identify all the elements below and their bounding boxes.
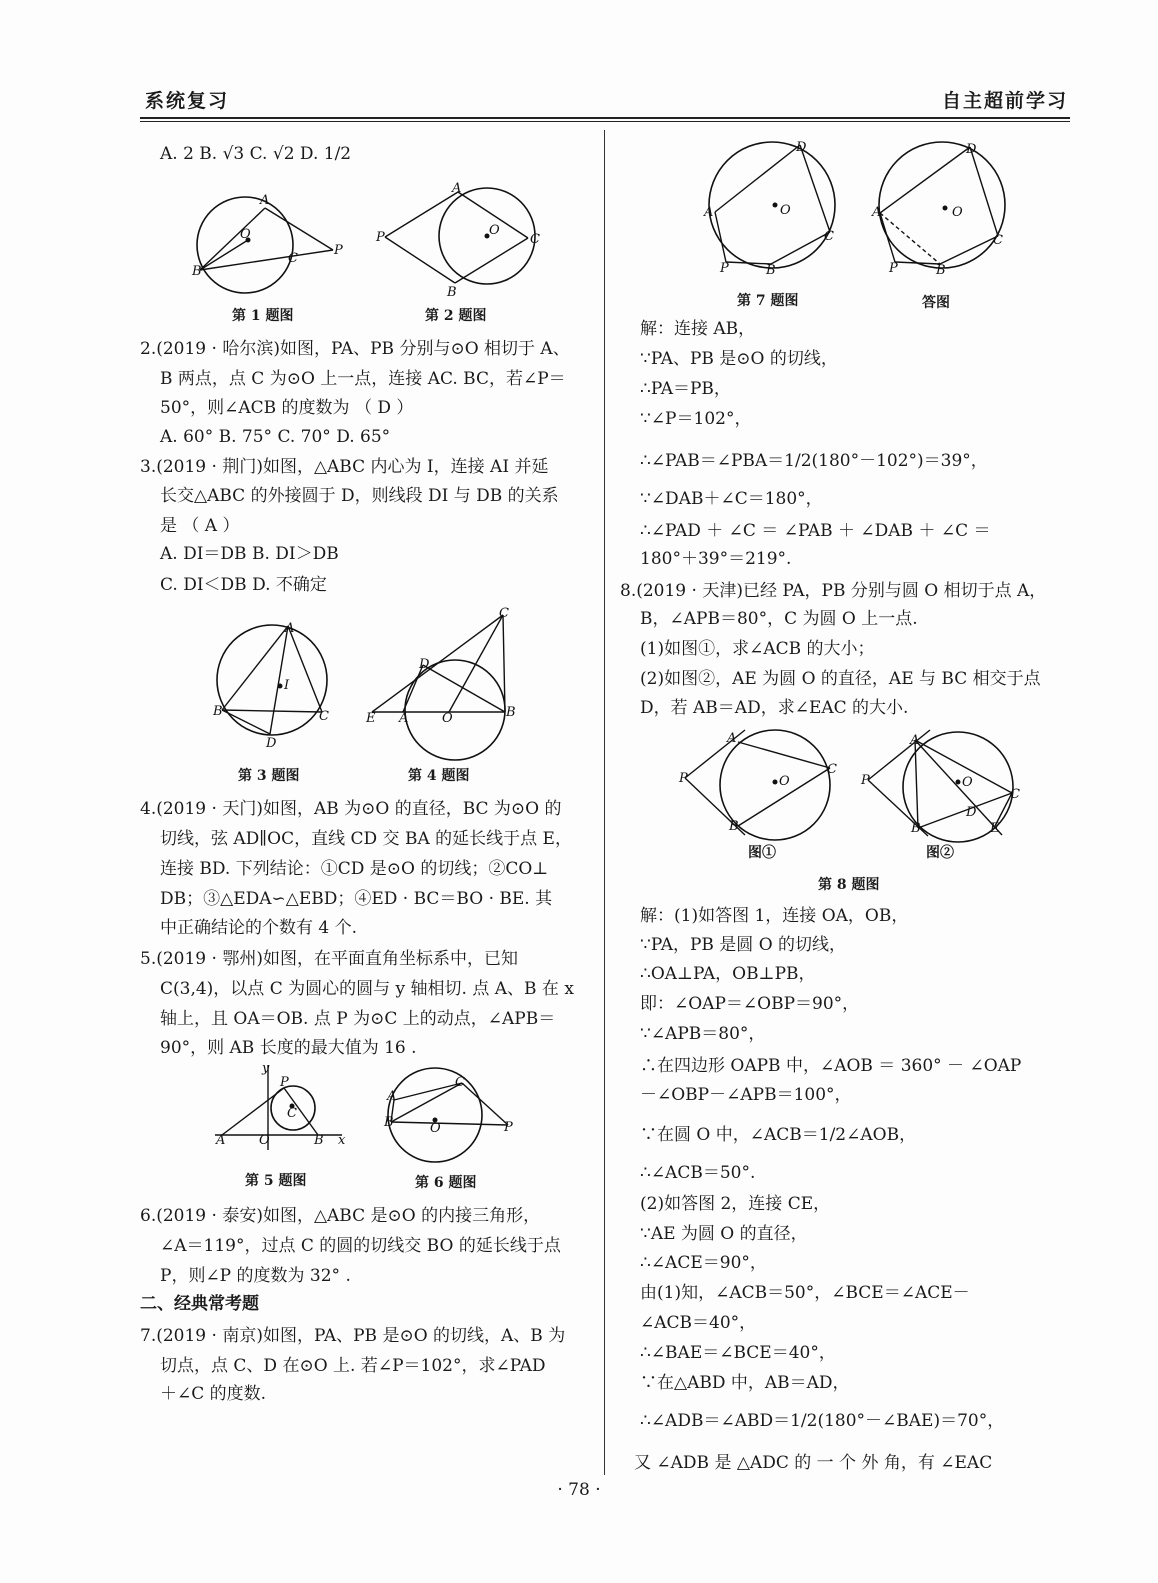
line-segment [222,710,322,712]
figure-caption: 第 1 题图 [232,308,294,324]
point-label: B [729,819,739,834]
text-line: 解：(1)如答图 1，连接 OA，OB， [640,906,909,926]
figure-caption: 第 3 题图 [238,768,300,784]
text-line: ∴∠ADB＝∠ABD＝1/2(180°－∠BAE)＝70°， [640,1411,1005,1431]
text-line: ∠A＝119°，过点 C 的圆的切线交 BO 的延长线于点 [160,1236,561,1256]
text-line: ∵PA，PB 是圆 O 的切线， [640,935,847,955]
text-line: C(3,4)，以点 C 为圆心的圆与 y 轴相切. 点 A、B 在 x [160,979,574,999]
line-segment [880,213,895,262]
line-segment [940,236,998,264]
point-label: P [334,243,343,258]
line-segment [715,145,800,212]
point-label: A [872,205,882,220]
point-label: A [260,193,270,208]
line-segment [372,615,503,712]
text-line: ∵在圆 O 中，∠ACB＝1/2∠AOB， [640,1125,917,1145]
text-line: C. DI＜DB D. 不确定 [160,575,327,595]
figure-caption: 答图 [922,295,950,311]
circle-shape [879,142,1005,268]
text-line: 4.(2019 · 天门)如图，AB 为⊙O 的直径，BC 为⊙O 的 [140,799,562,819]
center-point [943,206,948,211]
line-segment [288,626,322,712]
text-line: A. DI＝DB B. DI＞DB [160,544,339,564]
point-label: A [285,621,295,636]
line-segment [200,240,248,270]
text-line: ∴PA＝PB， [640,379,731,399]
circle-shape [388,1068,482,1162]
point-label: I [284,678,290,693]
point-label: B [766,263,776,278]
text-line: ∴∠PAB＝∠PBA＝1/2(180°－102°)＝39°， [640,451,988,471]
figure-caption: 第 7 题图 [737,293,799,309]
text-line: 7.(2019 · 南京)如图，PA、PB 是⊙O 的切线，A、B 为 [140,1326,566,1346]
center-point [773,780,778,785]
point-label: D [796,140,807,155]
point-label: C [287,1106,297,1121]
line-segment [265,208,333,250]
text-line: A. 60° B. 75° C. 70° D. 65° [160,427,391,447]
text-line: 轴上，且 OA＝OB. 点 P 为⊙C 上的动点，∠APB＝ [160,1009,556,1029]
line-segment [394,1083,462,1100]
text-line: ∵∠DAB＋∠C＝180°， [640,489,823,509]
line-segment [391,1083,462,1122]
line-segment [915,740,918,828]
point-label: P [720,261,729,276]
line-segment [385,192,458,237]
point-label: P [504,1120,513,1135]
figure-caption: 第 2 题图 [425,308,487,324]
point-label: D [966,142,977,157]
figure-caption: 第 8 题图 [818,877,880,893]
text-line: ∴∠ACE＝90°， [640,1253,767,1273]
point-label: O [962,775,973,790]
header-left: 系统复习 [145,90,230,112]
line-segment [222,710,270,734]
line-segment [200,250,333,270]
text-line: ∵PA、PB 是⊙O 的切线， [640,349,838,369]
line-segment [449,615,503,712]
figure-caption: 图① [748,845,776,861]
point-label: C [824,229,834,244]
text-line: 连接 BD. 下列结论：①CD 是⊙O 的切线；②CO⊥ [160,859,549,879]
point-label: C [1010,787,1020,802]
point-label: P [679,771,688,786]
point-label: A [910,733,920,748]
point-label: A [704,205,714,220]
line-segment [222,1088,284,1135]
text-line: ∵在△ABD 中，AB＝AD， [640,1373,850,1393]
point-label: D [419,657,430,672]
point-label: C [319,709,329,724]
text-line: 是 （ A ） [160,516,240,536]
text-line: 切点，点 C、D 在⊙O 上. 若∠P＝102°，求∠PAD [160,1356,546,1376]
center-point [773,203,778,208]
point-label: E [366,711,376,726]
center-point [956,780,961,785]
figure-caption: 第 4 题图 [408,768,470,784]
point-label: P [376,230,385,245]
point-label: P [280,1075,289,1090]
point-label: C [827,762,837,777]
text-line: 90°，则 AB 长度的最大值为 16 . [160,1038,417,1058]
figure-caption: 图② [926,845,954,861]
line-segment [403,665,423,712]
point-label: B [911,821,921,836]
point-label: y [262,1061,270,1076]
text-line: －∠OBP－∠APB＝100°， [640,1085,852,1105]
point-label: O [489,223,500,238]
point-label: B [936,263,946,278]
point-label: B [213,704,223,719]
line-segment [771,232,830,264]
point-label: A [727,731,737,746]
point-label: B [506,705,516,720]
text-line: 长交△ABC 的外接圆于 D，则线段 DI 与 DB 的关系 [160,486,559,506]
point-label: B [384,1115,394,1130]
text-line: DB；③△EDA∽△EBD；④ED · BC＝BO · BE. 其 [160,889,553,909]
text-line: ∴∠ACB＝50°. [640,1163,756,1183]
text-line: B，∠APB＝80°，C 为圆 O 上一点. [640,609,918,629]
line-segment [868,730,930,780]
point-label: P [889,261,898,276]
point-label: E [990,821,1000,836]
text-line: 切线，弦 AD∥OC，直线 CD 交 BA 的延长线于点 E， [160,829,572,849]
point-label: B [314,1133,324,1148]
point-label: O [240,227,251,242]
point-label: D [966,805,977,820]
point-label: A [216,1133,226,1148]
text-line: 50°，则∠ACB 的度数为 （ D ） [160,398,414,418]
text-line: 又 ∠ADB 是 △ADC 的 一 个 外 角，有 ∠EAC [634,1453,993,1473]
line-segment [880,147,970,213]
point-label: O [259,1133,270,1148]
text-line: ∵∠APB＝80°， [640,1024,766,1044]
point-label: P [861,773,870,788]
text-line: ∴在四边形 OAPB 中，∠AOB ＝ 360° － ∠OAP [640,1056,1022,1076]
point-label: O [442,711,453,726]
point-label: C [530,232,540,247]
text-line: ∵AE 为圆 O 的直径， [640,1224,808,1244]
line-segment [455,238,528,283]
point-label: C [499,606,509,621]
point-label: O [779,774,790,789]
text-line: (1)如图①，求∠ACB 的大小； [640,639,875,659]
point-label: O [430,1121,441,1136]
line-segment [200,208,265,270]
point-label: O [952,205,963,220]
text-line: 2.(2019 · 哈尔滨)如图，PA、PB 分别与⊙O 相切于 A、 [140,339,570,359]
text-line: ＋∠C 的度数. [160,1384,267,1404]
section-heading: 二、经典常考题 [140,1294,259,1314]
line-segment [715,212,726,262]
text-line: D，若 AB＝AD，求∠EAC 的大小. [640,698,909,718]
circle-shape [405,660,505,760]
point-label: B [192,264,202,279]
point-label: A [399,711,409,726]
text-line: 180°＋39°＝219°. [640,549,792,569]
text-line: 由(1)知，∠ACB＝50°，∠BCE＝∠ACE－ [640,1283,970,1303]
text-line: 5.(2019 · 鄂州)如图，在平面直角坐标系中，已知 [140,949,518,969]
line-segment [423,665,505,712]
text-line: 8.(2019 · 天津)已经 PA，PB 分别与圆 O 相切于点 A， [620,581,1047,601]
text-line: 6.(2019 · 泰安)如图，△ABC 是⊙O 的内接三角形， [140,1206,541,1226]
line-segment [915,740,1002,835]
figure-caption: 第 6 题图 [415,1175,477,1191]
text-line: (2)如图②，AE 为圆 O 的直径，AE 与 BC 相交于点 [640,669,1041,689]
line-segment [385,237,455,283]
point-label: A [452,181,462,196]
circle-shape [197,197,293,293]
text-line: ∠ACB＝40°， [640,1313,757,1333]
text-line: B 两点，点 C 为⊙O 上一点，连接 AC. BC，若∠P＝ [160,369,566,389]
point-label: B [447,285,457,300]
text-line: ∵∠P＝102°， [640,409,752,429]
text-line: A. 2 B. √3 C. √2 D. 1/2 [160,144,352,164]
line-segment [222,626,288,710]
header-right: 自主超前学习 [941,90,1068,112]
point-label: A [387,1089,397,1104]
text-line: ∴∠BAE＝∠BCE＝40°， [640,1343,836,1363]
circle-shape [709,142,835,268]
point-label: C [455,1075,465,1090]
line-segment [970,147,998,236]
text-line: (2)如答图 2，连接 CE， [640,1194,831,1214]
line-segment [462,1083,508,1125]
point-label: C [993,233,1003,248]
text-line: ∴OA⊥PA，OB⊥PB， [640,964,816,984]
point-label: D [266,736,277,751]
page-number: · 78 · [557,1480,601,1500]
figure-caption: 第 5 题图 [245,1173,307,1189]
point-label: O [780,203,791,218]
text-line: 解：连接 AB， [640,319,756,339]
text-line: P，则∠P 的度数为 32° . [160,1266,351,1286]
line-segment [726,262,771,264]
point-label: x [338,1133,346,1148]
text-line: ∴∠PAD ＋ ∠C ＝ ∠PAB ＋ ∠DAB ＋ ∠C ＝ [640,521,991,541]
text-line: 中正确结论的个数有 4 个. [160,918,358,938]
text-line: 即：∠OAP＝∠OBP＝90°， [640,994,860,1014]
line-segment [738,742,830,768]
line-segment [391,1122,508,1125]
line-segment [895,262,940,264]
text-line: 3.(2019 · 荆门)如图，△ABC 内心为 I，连接 AI 并延 [140,457,549,477]
point-label: C [288,251,298,266]
